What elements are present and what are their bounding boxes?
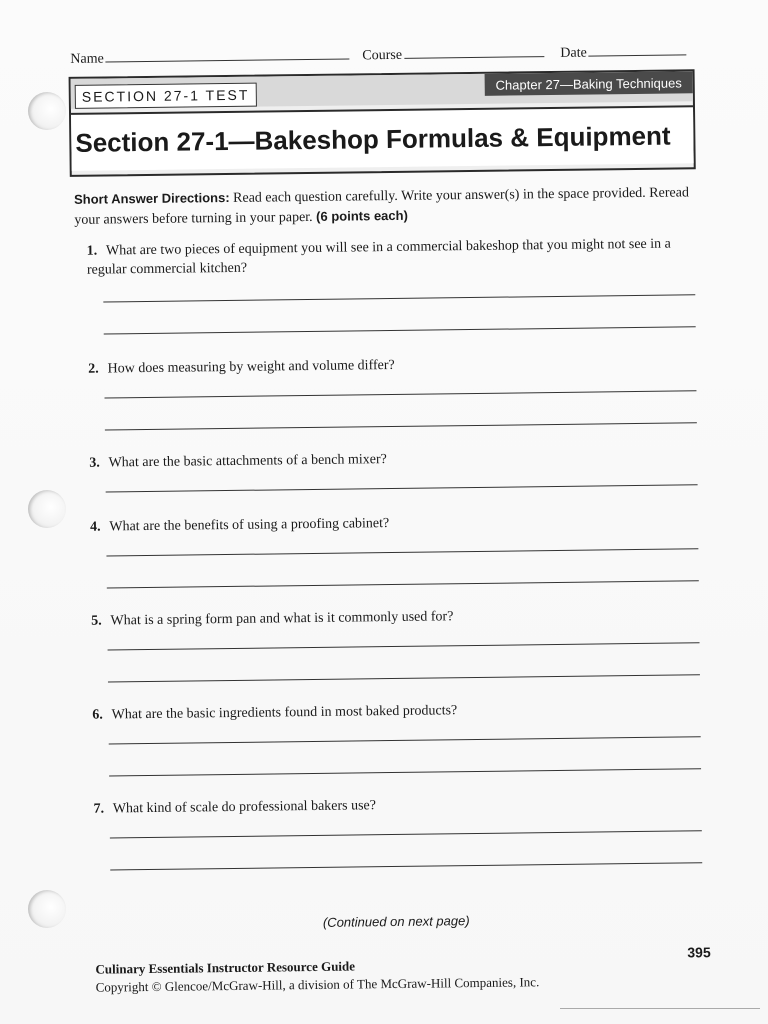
answer-line-3a[interactable] bbox=[106, 484, 698, 492]
question-5 bbox=[91, 604, 697, 630]
question-3 bbox=[89, 446, 695, 472]
course-label: Course bbox=[362, 47, 403, 64]
answer-line-4b[interactable] bbox=[107, 580, 699, 588]
name-field[interactable] bbox=[70, 46, 350, 67]
question-number: 6. bbox=[92, 707, 103, 723]
footer-copyright: Copyright © Glencoe/McGraw-Hill, a division of The McGraw-Hill Companies, Inc. bbox=[95, 974, 540, 995]
section-test-label: SECTION 27-1 TEST bbox=[75, 83, 257, 109]
question-text: What are the basic ingredients found in most baked products? bbox=[111, 703, 458, 723]
section-banner bbox=[69, 69, 696, 177]
directions-points: (6 points each) bbox=[316, 207, 408, 224]
question-number: 1. bbox=[86, 243, 98, 259]
worksheet-sheet bbox=[62, 22, 724, 1010]
answer-line-1b[interactable] bbox=[104, 326, 696, 334]
directions-text: Read each question carefully. Write your answer(s) in the space provided. Reread your answers before turning in your paper. bbox=[74, 185, 690, 228]
page-number: 395 bbox=[687, 944, 711, 961]
question-text: What are the benefits of using a proofing cabinet? bbox=[109, 516, 390, 535]
question-2 bbox=[88, 352, 694, 378]
date-label: Date bbox=[560, 45, 587, 61]
student-info-row bbox=[70, 42, 690, 72]
date-blank[interactable] bbox=[589, 42, 687, 56]
answer-line-6a[interactable] bbox=[109, 736, 701, 744]
course-blank[interactable] bbox=[404, 44, 544, 59]
binder-hole-top bbox=[28, 92, 66, 130]
question-number: 2. bbox=[88, 361, 99, 377]
question-6 bbox=[92, 698, 698, 724]
name-label: Name bbox=[70, 51, 104, 67]
answer-line-5a[interactable] bbox=[108, 642, 700, 650]
question-number: 5. bbox=[91, 613, 102, 629]
answer-line-2a[interactable] bbox=[104, 390, 696, 398]
question-number: 4. bbox=[89, 519, 101, 535]
answer-line-4a[interactable] bbox=[106, 548, 698, 556]
question-number: 3. bbox=[89, 455, 100, 471]
question-text: What are the basic attachments of a bench mixer? bbox=[108, 452, 387, 471]
answer-line-6b[interactable] bbox=[109, 768, 701, 776]
binder-hole-bottom bbox=[28, 890, 66, 928]
answer-line-2b[interactable] bbox=[105, 422, 697, 430]
question-text: What kind of scale do professional bakers use? bbox=[112, 798, 377, 817]
answer-line-7a[interactable] bbox=[110, 830, 702, 838]
question-number: 7. bbox=[93, 801, 105, 817]
date-field[interactable] bbox=[560, 42, 687, 62]
footer-guide-title: Culinary Essentials Instructor Resource Guide bbox=[95, 958, 356, 977]
question-4 bbox=[90, 510, 696, 536]
question-text: What are two pieces of equipment you will see in a commercial bakeshop that you might not see in a regular commercial kitchen? bbox=[86, 236, 671, 278]
question-1 bbox=[87, 234, 693, 279]
chapter-label: Chapter 27—Baking Techniques bbox=[485, 71, 693, 96]
course-field[interactable] bbox=[362, 44, 544, 64]
continued-note: (Continued on next page) bbox=[322, 913, 470, 930]
name-blank[interactable] bbox=[106, 46, 350, 62]
directions-lead: Short Answer Directions: bbox=[73, 189, 230, 207]
answer-line-1a[interactable] bbox=[103, 294, 695, 302]
bottom-edge-rule bbox=[560, 1008, 760, 1009]
binder-hole-middle bbox=[28, 490, 66, 528]
question-text: How does measuring by weight and volume differ? bbox=[107, 357, 395, 377]
question-7 bbox=[93, 792, 699, 818]
directions bbox=[74, 182, 694, 230]
answer-line-7b[interactable] bbox=[110, 862, 702, 870]
question-text: What is a spring form pan and what is it commonly used for? bbox=[110, 609, 454, 629]
page-title: Section 27-1—Bakeshop Formulas & Equipment bbox=[71, 105, 694, 171]
answer-line-5b[interactable] bbox=[108, 674, 700, 682]
